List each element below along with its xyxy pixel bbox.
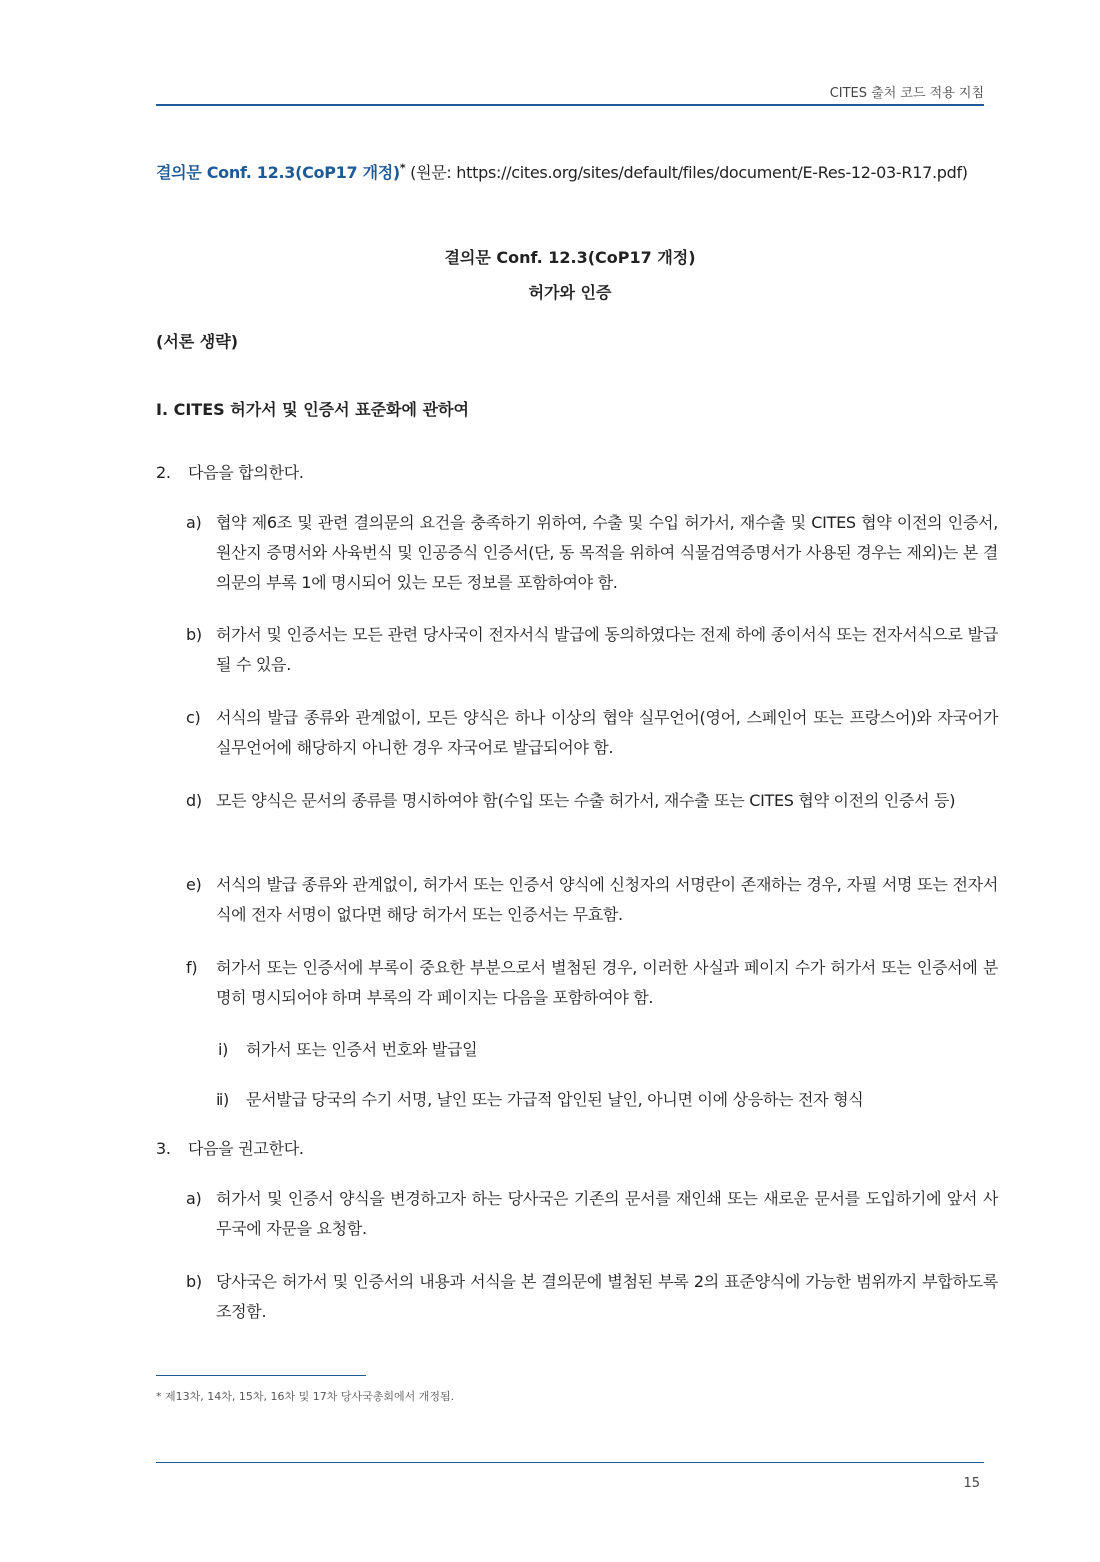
item-label: a) xyxy=(186,513,202,532)
item-2b xyxy=(156,620,998,680)
item-text: 서식의 발급 종류와 관계없이, 모든 양식은 하나 이상의 협약 실무언어(영어, 스페인어 또는 프랑스어)와 자국어가 실무언어에 해당하지 아니한 경우 자국어로 발급되어야 함. xyxy=(216,708,998,757)
item-label: ⅱ) xyxy=(216,1090,229,1109)
item-2f-i xyxy=(156,1035,996,1065)
item-label: b) xyxy=(186,1272,202,1291)
source-title: 결의문 Conf. 12.3(CoP17 개정)* xyxy=(156,161,406,182)
item-2e xyxy=(156,870,998,930)
item-3b xyxy=(156,1267,998,1327)
page-number: 15 xyxy=(963,1476,980,1491)
item-label: ⅰ) xyxy=(218,1040,229,1059)
footnote: * 제13차, 14차, 15차, 16차 및 17차 당사국총회에서 개정됨. xyxy=(156,1390,455,1403)
item-2-label: 2. xyxy=(156,463,171,482)
item-text: 당사국은 허가서 및 인증서의 내용과 서식을 본 결의문에 별첨된 부록 2의 표준양식에 가능한 범위까지 부합하도록 조정함. xyxy=(216,1272,998,1321)
item-label: b) xyxy=(186,625,202,644)
source-line xyxy=(156,160,996,183)
item-text: 허가서 및 인증서는 모든 관련 당사국이 전자서식 발급에 동의하였다는 전제 하에 종이서식 또는 전자서식으로 발급될 수 있음. xyxy=(216,625,998,674)
source-origin: (원문: https://cites.org/sites/default/files/document/E-Res-12-03-R17.pdf) xyxy=(410,163,968,182)
item-text: 모든 양식은 문서의 종류를 명시하여야 함(수입 또는 수출 허가서, 재수출 또는 CITES 협약 이전의 인증서 등) xyxy=(216,791,956,810)
header-divider xyxy=(156,104,984,106)
item-2f xyxy=(156,953,998,1013)
item-text: 협약 제6조 및 관련 결의문의 요건을 충족하기 위하여, 수출 및 수입 허가서, 재수출 및 CITES 협약 이전의 인증서, 원산지 증명서와 사육번식 및 인공증식 인증서(단, 동 목적을 위하여 식물검역증명서가 사용된 경우는 제외)는 본 결의문의 부록 1에 명시되어 있는 모든 정보를 포함하여야 함. xyxy=(216,513,998,592)
footnote-divider xyxy=(156,1375,366,1376)
item-label: d) xyxy=(186,791,202,810)
item-label: c) xyxy=(186,708,201,727)
document-heading: 결의문 Conf. 12.3(CoP17 개정) xyxy=(444,248,696,267)
item-3-text: 다음을 권고한다. xyxy=(188,1139,304,1158)
item-2f-ii xyxy=(156,1085,996,1115)
item-text: 허가서 및 인증서 양식을 변경하고자 하는 당사국은 기존의 문서를 재인쇄 또는 새로운 문서를 도입하기에 앞서 사무국에 자문을 요청함. xyxy=(216,1189,998,1238)
item-label: e) xyxy=(186,875,202,894)
item-text: 허가서 또는 인증서에 부록이 중요한 부분으로서 별첨된 경우, 이러한 사실과 페이지 수가 허가서 또는 인증서에 분명히 명시되어야 하며 부록의 각 페이지는 다음을 포함하여야 함. xyxy=(216,958,998,1007)
item-2 xyxy=(156,458,996,488)
item-label: f) xyxy=(186,958,198,977)
item-3-label: 3. xyxy=(156,1139,171,1158)
item-3 xyxy=(156,1134,996,1164)
item-3a xyxy=(156,1184,998,1244)
running-header: CITES 출처 코드 적용 지침 xyxy=(829,86,984,101)
item-text: 서식의 발급 종류와 관계없이, 허가서 또는 인증서 양식에 신청자의 서명란이 존재하는 경우, 자필 서명 또는 전자서식에 전자 서명이 없다면 해당 허가서 또는 인증서는 무효함. xyxy=(216,875,998,924)
document-subheading: 허가와 인증 xyxy=(528,283,612,302)
item-2d xyxy=(156,786,998,816)
item-text: 허가서 또는 인증서 번호와 발급일 xyxy=(246,1040,478,1059)
preamble-note: (서론 생략) xyxy=(156,332,239,351)
item-2a xyxy=(156,508,998,598)
section-title: Ⅰ. CITES 허가서 및 인증서 표준화에 관하여 xyxy=(156,400,469,419)
footnote-marker: * xyxy=(399,161,406,175)
footer-divider xyxy=(156,1462,984,1463)
item-2-text: 다음을 합의한다. xyxy=(188,463,304,482)
item-text: 문서발급 당국의 수기 서명, 날인 또는 가급적 압인된 날인, 아니면 이에 상응하는 전자 형식 xyxy=(246,1090,864,1109)
item-label: a) xyxy=(186,1189,202,1208)
item-2c xyxy=(156,703,998,763)
